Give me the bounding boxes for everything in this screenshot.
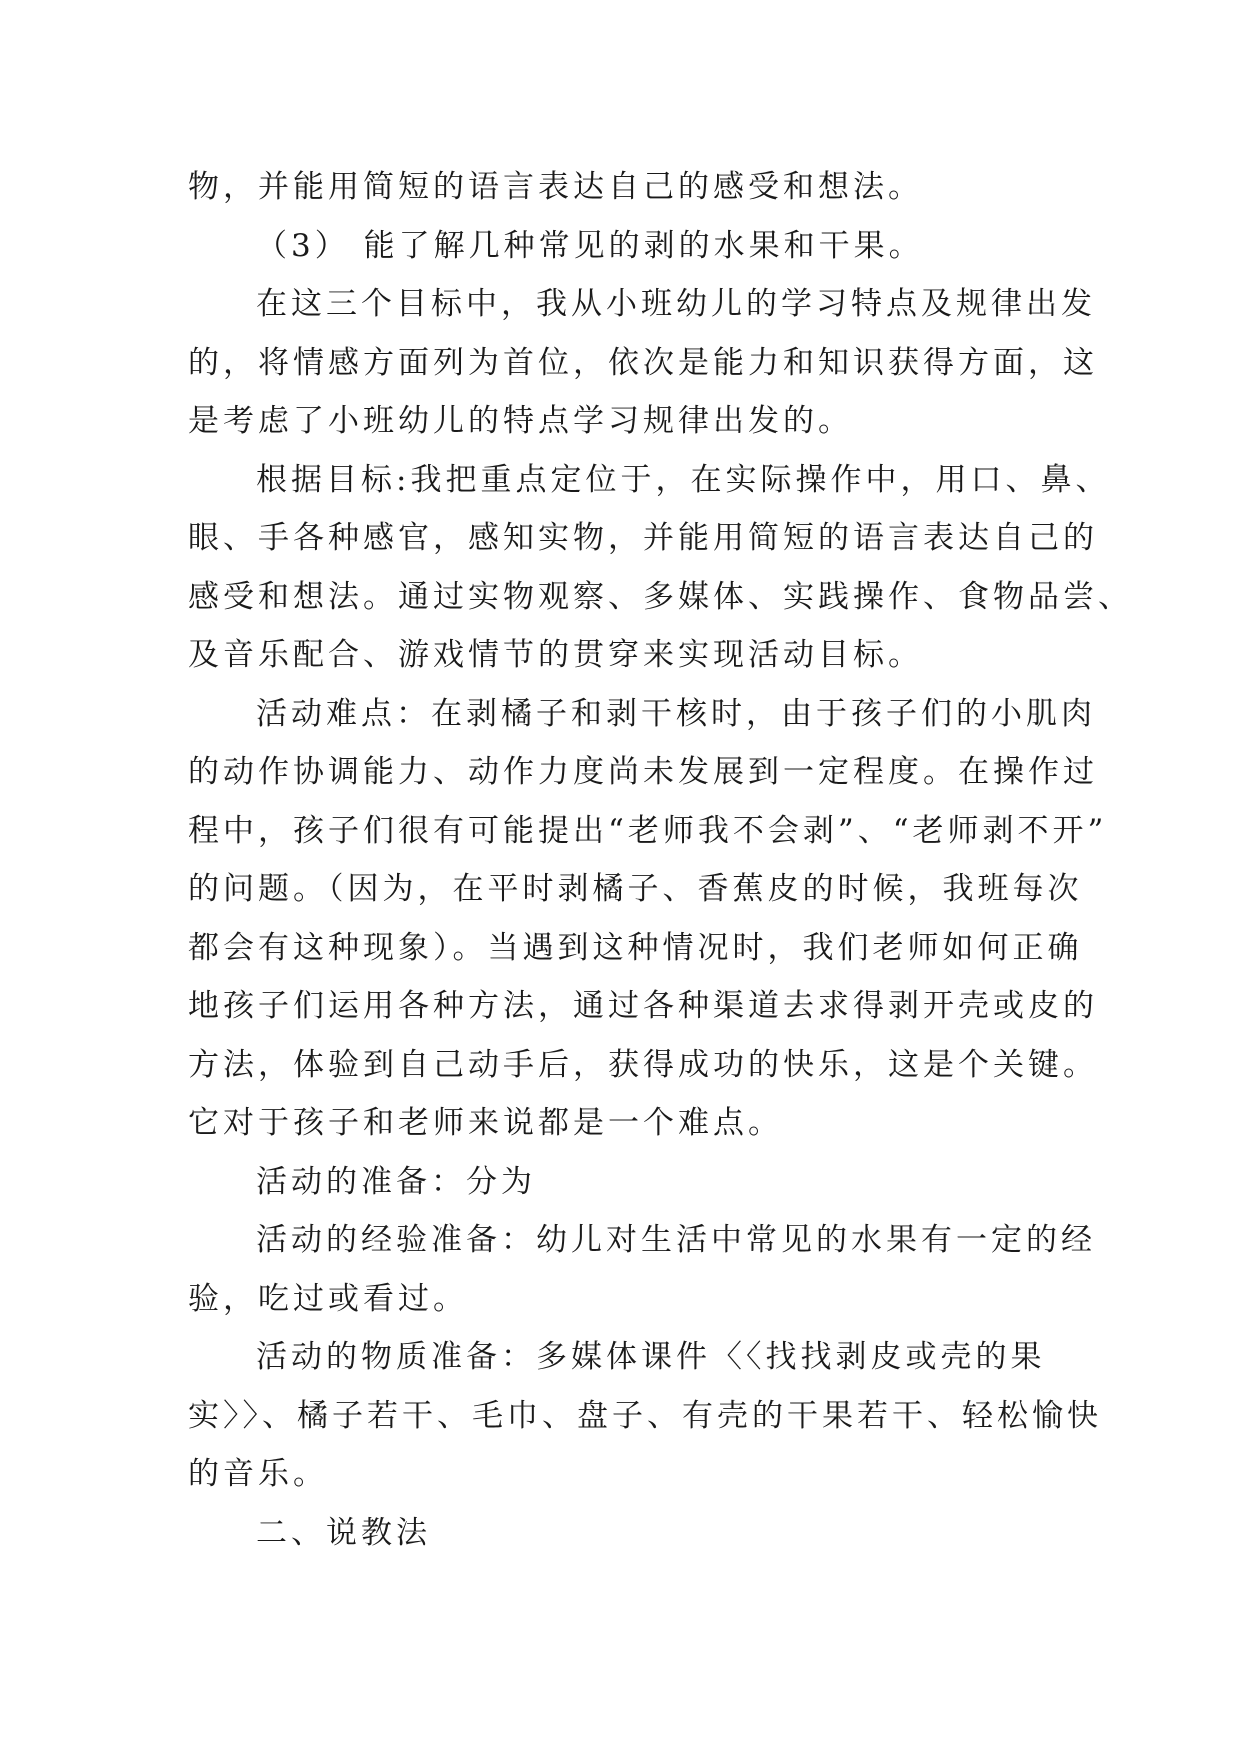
text-line: 是考虑了小班幼儿的特点学习规律出发的。	[188, 403, 853, 439]
text-line: 及音乐配合、游戏情节的贯穿来实现活动目标。	[188, 637, 923, 673]
paragraph-start: 在这三个目标中，我从小班幼儿的学习特点及规律出发	[256, 286, 1096, 322]
text-line: 的问题。（因为，在平时剥橘子、香蕉皮的时候，我班每次	[188, 871, 1083, 907]
text-line: 验，吃过或看过。	[188, 1280, 468, 1317]
section-heading: 二、说教法	[256, 1514, 431, 1551]
text-line: 的动作协调能力、动作力度尚未发展到一定程度。在操作过	[188, 754, 1098, 790]
text-line: 程中，孩子们很有可能提出“老师我不会剥”、“老师剥不开”	[188, 812, 1108, 849]
text-line: （3） 能了解几种常见的剥的水果和干果。	[256, 227, 924, 264]
text-line: 的音乐。	[188, 1456, 328, 1492]
text-line: 方法，体验到自己动手后，获得成功的快乐，这是个关键。	[188, 1046, 1098, 1083]
text-line: 实〉〉、橘子若干、毛巾、盘子、有壳的干果若干、轻松愉快	[188, 1397, 1102, 1434]
text-line: 感受和想法。通过实物观察、多媒体、实践操作、食物品尝、	[188, 578, 1133, 615]
paragraph-start: 活动难点：在剥橘子和剥干核时，由于孩子们的小肌肉	[256, 695, 1096, 732]
text-line: 物，并能用简短的语言表达自己的感受和想法。	[188, 169, 923, 205]
paragraph-start: 活动的准备：分为	[256, 1163, 536, 1200]
text-line: 的，将情感方面列为首位，依次是能力和知识获得方面，这	[188, 344, 1098, 381]
paragraph-start: 根据目标:我把重点定位于，在实际操作中，用口、鼻、	[256, 461, 1111, 498]
text-line: 都会有这种现象）。当遇到这种情况时，我们老师如何正确	[188, 929, 1083, 966]
text-line: 眼、手各种感官，感知实物，并能用简短的语言表达自己的	[188, 520, 1098, 556]
paragraph-start: 活动的物质准备：多媒体课件〈〈找找剥皮或壳的果	[256, 1339, 1046, 1375]
document-body	[188, 158, 1133, 1562]
text-line: 它对于孩子和老师来说都是一个难点。	[188, 1105, 783, 1141]
text-line: 地孩子们运用各种方法，通过各种渠道去求得剥开壳或皮的	[188, 988, 1098, 1024]
paragraph-start: 活动的经验准备：幼儿对生活中常见的水果有一定的经	[256, 1222, 1096, 1258]
